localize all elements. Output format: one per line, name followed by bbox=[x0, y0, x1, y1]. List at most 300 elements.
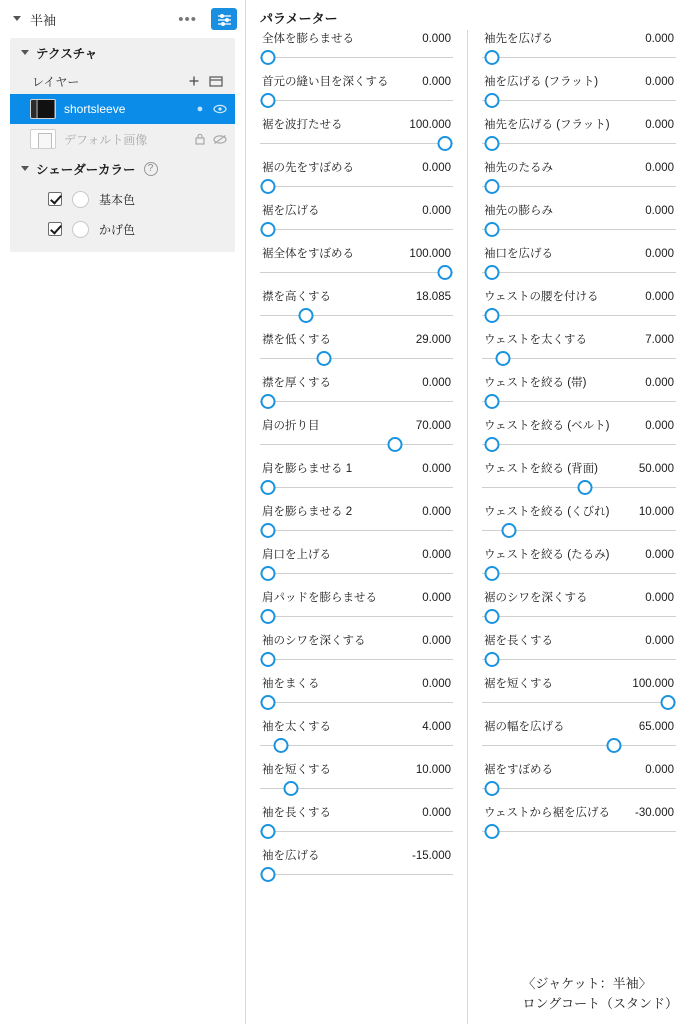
slider-track[interactable] bbox=[482, 177, 676, 195]
slider-track[interactable] bbox=[482, 349, 676, 367]
sliders-icon[interactable] bbox=[211, 8, 237, 30]
parameter-value[interactable]: 0.000 bbox=[422, 506, 451, 518]
parameter-slider[interactable] bbox=[482, 503, 676, 539]
slider-line bbox=[260, 358, 453, 359]
parameter-value[interactable]: 0.000 bbox=[422, 463, 451, 475]
slider-knob[interactable] bbox=[484, 437, 499, 452]
parameters-panel bbox=[246, 0, 690, 1024]
slider-knob[interactable] bbox=[260, 824, 275, 839]
slider-knob[interactable] bbox=[661, 695, 676, 710]
slider-knob[interactable] bbox=[260, 652, 275, 667]
slider-track[interactable] bbox=[260, 736, 453, 754]
slider-knob[interactable] bbox=[502, 523, 517, 538]
parameter-slider[interactable] bbox=[260, 804, 453, 840]
slider-knob[interactable] bbox=[484, 609, 499, 624]
slider-line bbox=[260, 186, 453, 187]
parameter-label: 裾をすぼめる bbox=[484, 764, 553, 776]
slider-knob[interactable] bbox=[484, 93, 499, 108]
parameter-slider[interactable] bbox=[260, 675, 453, 711]
parameter-label: ウェストを絞る (ベルト) bbox=[484, 420, 610, 432]
parameter-label: ウェストを太くする bbox=[484, 334, 588, 346]
slider-line bbox=[482, 788, 676, 789]
parameter-label: 裾のシワを深くする bbox=[484, 592, 588, 604]
color-swatch-shadow[interactable] bbox=[72, 221, 89, 238]
slider-line bbox=[482, 745, 676, 746]
parameter-row bbox=[482, 116, 676, 134]
parameter-row bbox=[482, 761, 676, 779]
parameter-value[interactable]: 0.000 bbox=[645, 119, 674, 131]
slider-knob[interactable] bbox=[496, 351, 511, 366]
slider-track[interactable] bbox=[260, 822, 453, 840]
parameter-label: 袖を長くする bbox=[262, 807, 331, 819]
slider-knob[interactable] bbox=[484, 265, 499, 280]
parameter-row bbox=[260, 245, 453, 263]
parameter-slider[interactable] bbox=[482, 73, 676, 109]
parameter-label: 全体を膨らませる bbox=[262, 33, 354, 45]
slider-track[interactable] bbox=[260, 263, 453, 281]
parameter-slider[interactable] bbox=[260, 761, 453, 797]
parameter-label: 裾を波打たせる bbox=[262, 119, 343, 131]
parameter-value[interactable]: 0.000 bbox=[645, 33, 674, 45]
parameter-slider[interactable] bbox=[482, 417, 676, 453]
parameter-row bbox=[482, 632, 676, 650]
parameter-value[interactable]: 100.000 bbox=[632, 678, 674, 690]
parameter-slider[interactable] bbox=[260, 159, 453, 195]
shader-color-item-shadow[interactable] bbox=[10, 214, 235, 244]
parameter-row bbox=[482, 804, 676, 822]
parameter-value[interactable]: 0.000 bbox=[422, 205, 451, 217]
parameter-slider[interactable] bbox=[482, 718, 676, 754]
slider-knob[interactable] bbox=[260, 566, 275, 581]
slider-knob[interactable] bbox=[260, 50, 275, 65]
parameter-slider[interactable] bbox=[482, 632, 676, 668]
list-item[interactable] bbox=[10, 94, 235, 124]
parameter-value[interactable]: 70.000 bbox=[415, 420, 451, 432]
slider-knob[interactable] bbox=[260, 93, 275, 108]
slider-track[interactable] bbox=[482, 91, 676, 109]
slider-knob[interactable] bbox=[484, 308, 499, 323]
slider-track[interactable] bbox=[482, 521, 676, 539]
slider-knob[interactable] bbox=[484, 652, 499, 667]
left-panel-title: 半袖 bbox=[30, 12, 57, 28]
slider-track[interactable] bbox=[482, 220, 676, 238]
slider-track[interactable] bbox=[260, 134, 453, 152]
parameter-slider[interactable] bbox=[482, 159, 676, 195]
parameter-label: 袖口を広げる bbox=[484, 248, 553, 260]
slider-line bbox=[482, 358, 676, 359]
parameter-value[interactable]: 0.000 bbox=[422, 635, 451, 647]
slider-track[interactable] bbox=[482, 607, 676, 625]
parameter-value[interactable]: 0.000 bbox=[645, 377, 674, 389]
slider-knob[interactable] bbox=[260, 394, 275, 409]
footnote-line-2: ロングコート（スタンド） bbox=[522, 995, 678, 1011]
slider-track[interactable] bbox=[482, 478, 676, 496]
parameter-slider[interactable] bbox=[482, 804, 676, 840]
ellipsis-icon[interactable]: ••• bbox=[178, 10, 197, 28]
slider-knob[interactable] bbox=[388, 437, 403, 452]
parameter-slider[interactable] bbox=[260, 632, 453, 668]
parameter-label: 肩口を上げる bbox=[262, 549, 331, 561]
parameter-slider[interactable] bbox=[482, 245, 676, 281]
parameter-value[interactable]: 50.000 bbox=[638, 463, 674, 475]
parameter-label: 袖を短くする bbox=[262, 764, 331, 776]
slider-track[interactable] bbox=[260, 349, 453, 367]
slider-line bbox=[482, 143, 676, 144]
layer-icons bbox=[193, 102, 229, 116]
parameter-value[interactable]: 100.000 bbox=[409, 248, 451, 260]
slider-knob[interactable] bbox=[260, 695, 275, 710]
parameter-row bbox=[482, 503, 676, 521]
parameter-row bbox=[482, 374, 676, 392]
parameter-value[interactable]: 0.000 bbox=[422, 592, 451, 604]
slider-line bbox=[482, 831, 676, 832]
slider-track[interactable] bbox=[482, 564, 676, 582]
slider-line bbox=[260, 57, 453, 58]
slider-line bbox=[482, 444, 676, 445]
chevron-down-icon[interactable] bbox=[18, 46, 32, 60]
parameter-label: 肩を膨らませる 1 bbox=[262, 463, 353, 475]
slider-knob[interactable] bbox=[484, 566, 499, 581]
parameter-label: ウェストを絞る (くびれ) bbox=[484, 506, 610, 518]
parameter-row bbox=[260, 761, 453, 779]
slider-track[interactable] bbox=[482, 693, 676, 711]
parameter-value[interactable]: 0.000 bbox=[645, 764, 674, 776]
parameter-row bbox=[260, 675, 453, 693]
slider-knob[interactable] bbox=[260, 222, 275, 237]
parameter-slider[interactable] bbox=[482, 30, 676, 66]
layers-label: レイヤー bbox=[32, 74, 80, 89]
layer-name: デフォルト画像 bbox=[64, 132, 148, 147]
slider-track[interactable] bbox=[260, 392, 453, 410]
parameter-row bbox=[482, 546, 676, 564]
slider-line bbox=[260, 444, 453, 445]
parameters-title: パラメーター bbox=[260, 11, 338, 26]
eye-icon[interactable] bbox=[213, 102, 227, 116]
parameter-value[interactable]: 0.000 bbox=[645, 162, 674, 174]
parameter-row bbox=[482, 718, 676, 736]
parameter-value[interactable]: 0.000 bbox=[422, 76, 451, 88]
slider-track[interactable] bbox=[260, 177, 453, 195]
shader-color-label: かげ色 bbox=[99, 222, 136, 237]
slider-track[interactable] bbox=[260, 91, 453, 109]
parameter-label: ウェストを絞る (たるみ) bbox=[484, 549, 610, 561]
slider-knob[interactable] bbox=[260, 867, 275, 882]
parameter-row bbox=[482, 331, 676, 349]
slider-knob[interactable] bbox=[260, 523, 275, 538]
slider-track[interactable] bbox=[482, 48, 676, 66]
slider-knob[interactable] bbox=[484, 222, 499, 237]
parameter-row bbox=[482, 288, 676, 306]
parameter-row bbox=[260, 73, 453, 91]
parameter-value[interactable]: 0.000 bbox=[422, 549, 451, 561]
parameter-slider[interactable] bbox=[260, 245, 453, 281]
slider-knob[interactable] bbox=[283, 781, 298, 796]
parameter-row bbox=[482, 159, 676, 177]
slider-knob[interactable] bbox=[316, 351, 331, 366]
slider-track[interactable] bbox=[260, 521, 453, 539]
parameter-slider[interactable] bbox=[482, 331, 676, 367]
slider-track[interactable] bbox=[482, 263, 676, 281]
slider-knob[interactable] bbox=[484, 136, 499, 151]
slider-line bbox=[260, 616, 453, 617]
slider-track[interactable] bbox=[260, 693, 453, 711]
parameter-slider[interactable] bbox=[482, 288, 676, 324]
parameter-label: 袖先を広げる bbox=[484, 33, 553, 45]
parameter-row bbox=[482, 460, 676, 478]
parameter-slider[interactable] bbox=[482, 546, 676, 582]
parameter-slider[interactable] bbox=[260, 503, 453, 539]
parameter-row bbox=[260, 202, 453, 220]
slider-track[interactable] bbox=[260, 865, 453, 883]
slider-line bbox=[482, 57, 676, 58]
parameter-label: 襟を低くする bbox=[262, 334, 331, 346]
parameter-slider[interactable] bbox=[260, 374, 453, 410]
slider-knob[interactable] bbox=[299, 308, 314, 323]
parameter-label: 袖を太くする bbox=[262, 721, 331, 733]
parameter-label: 袖のシワを深くする bbox=[262, 635, 366, 647]
parameter-slider[interactable] bbox=[260, 202, 453, 238]
parameter-row bbox=[260, 718, 453, 736]
slider-track[interactable] bbox=[482, 435, 676, 453]
checkbox-base-color[interactable] bbox=[48, 192, 62, 206]
parameter-row bbox=[482, 73, 676, 91]
slider-track[interactable] bbox=[482, 392, 676, 410]
parameter-slider[interactable] bbox=[482, 761, 676, 797]
parameter-value[interactable]: 0.000 bbox=[645, 76, 674, 88]
parameter-row bbox=[260, 503, 453, 521]
parameter-label: 裾を広げる bbox=[262, 205, 320, 217]
slider-line bbox=[260, 530, 453, 531]
parameter-label: 首元の縫い目を深くする bbox=[262, 76, 389, 88]
parameter-value[interactable]: 0.000 bbox=[645, 592, 674, 604]
parameter-label: 裾の先をすぼめる bbox=[262, 162, 354, 174]
parameter-slider[interactable] bbox=[482, 116, 676, 152]
slider-track[interactable] bbox=[482, 650, 676, 668]
parameter-value[interactable]: 0.000 bbox=[645, 549, 674, 561]
slider-track[interactable] bbox=[482, 736, 676, 754]
parameter-value[interactable]: 0.000 bbox=[645, 635, 674, 647]
parameter-row bbox=[260, 546, 453, 564]
chevron-down-icon[interactable] bbox=[18, 162, 32, 176]
parameter-label: 袖先の膨らみ bbox=[484, 205, 553, 217]
parameter-label: 襟を厚くする bbox=[262, 377, 331, 389]
parameter-slider[interactable] bbox=[482, 589, 676, 625]
slider-line bbox=[482, 315, 676, 316]
parameter-value[interactable]: -15.000 bbox=[411, 850, 451, 862]
new-layer-icon[interactable] bbox=[207, 72, 225, 90]
parameter-value[interactable]: -30.000 bbox=[634, 807, 674, 819]
slider-knob[interactable] bbox=[484, 824, 499, 839]
section-shader-color-label: シェーダーカラー bbox=[36, 163, 136, 177]
slider-track[interactable] bbox=[260, 306, 453, 324]
slider-line bbox=[260, 573, 453, 574]
parameter-value[interactable]: 10.000 bbox=[638, 506, 674, 518]
parameter-row bbox=[260, 804, 453, 822]
parameter-slider[interactable] bbox=[260, 116, 453, 152]
checkbox-shadow-color[interactable] bbox=[48, 222, 62, 236]
slider-track[interactable] bbox=[260, 779, 453, 797]
parameter-row bbox=[482, 675, 676, 693]
slider-line bbox=[260, 659, 453, 660]
slider-line bbox=[260, 702, 453, 703]
parameter-slider[interactable] bbox=[260, 847, 453, 883]
slider-line bbox=[482, 702, 676, 703]
parameter-label: ウェストを絞る (背面) bbox=[484, 463, 598, 475]
parameter-value[interactable]: 0.000 bbox=[645, 248, 674, 260]
parameter-value[interactable]: 7.000 bbox=[645, 334, 674, 346]
slider-knob[interactable] bbox=[606, 738, 621, 753]
slider-track[interactable] bbox=[482, 134, 676, 152]
slider-line bbox=[482, 186, 676, 187]
parameter-label: 裾全体をすぼめる bbox=[262, 248, 354, 260]
parameter-slider[interactable] bbox=[260, 718, 453, 754]
parameter-slider[interactable] bbox=[260, 288, 453, 324]
parameter-row bbox=[260, 460, 453, 478]
slider-line bbox=[260, 315, 453, 316]
slider-knob[interactable] bbox=[438, 265, 453, 280]
parameter-value[interactable]: 0.000 bbox=[422, 807, 451, 819]
parameter-row bbox=[482, 202, 676, 220]
parameter-value[interactable]: 0.000 bbox=[422, 678, 451, 690]
layer-name: shortsleeve bbox=[64, 102, 126, 116]
parameter-slider[interactable] bbox=[482, 374, 676, 410]
slider-knob[interactable] bbox=[484, 394, 499, 409]
parameter-row bbox=[482, 589, 676, 607]
parameter-value[interactable]: 100.000 bbox=[409, 119, 451, 131]
layer-icons bbox=[193, 132, 229, 146]
footnote bbox=[523, 974, 678, 1014]
parameter-label: 襟を高くする bbox=[262, 291, 331, 303]
parameter-label: 裾を長くする bbox=[484, 635, 553, 647]
slider-knob[interactable] bbox=[484, 179, 499, 194]
slider-line bbox=[482, 272, 676, 273]
slider-knob[interactable] bbox=[260, 609, 275, 624]
slider-line bbox=[482, 229, 676, 230]
slider-knob[interactable] bbox=[260, 179, 275, 194]
slider-track[interactable] bbox=[260, 48, 453, 66]
chevron-down-icon[interactable] bbox=[10, 12, 24, 26]
parameter-row bbox=[260, 847, 453, 865]
parameter-row bbox=[482, 30, 676, 48]
dot-icon[interactable]: ● bbox=[196, 103, 204, 115]
parameter-label: ウェストから裾を広げる bbox=[484, 807, 611, 819]
parameter-label: 袖を広げる (フラット) bbox=[484, 76, 599, 88]
slider-track[interactable] bbox=[482, 779, 676, 797]
parameter-slider[interactable] bbox=[482, 460, 676, 496]
parameter-slider[interactable] bbox=[260, 546, 453, 582]
parameter-row bbox=[260, 116, 453, 134]
slider-line bbox=[260, 143, 453, 144]
slider-track[interactable] bbox=[260, 564, 453, 582]
slider-knob[interactable] bbox=[484, 50, 499, 65]
parameter-slider[interactable] bbox=[260, 589, 453, 625]
parameter-row bbox=[260, 288, 453, 306]
shader-color-item-base[interactable] bbox=[10, 184, 235, 214]
parameter-slider[interactable] bbox=[260, 460, 453, 496]
parameter-row bbox=[260, 331, 453, 349]
slider-line bbox=[260, 401, 453, 402]
parameter-value[interactable]: 65.000 bbox=[638, 721, 674, 733]
parameters-column-right bbox=[468, 30, 690, 1024]
layers-header bbox=[10, 68, 235, 94]
slider-line bbox=[482, 616, 676, 617]
eye-off-icon[interactable] bbox=[213, 132, 227, 146]
parameter-row bbox=[260, 374, 453, 392]
slider-track[interactable] bbox=[482, 306, 676, 324]
slider-line bbox=[260, 874, 453, 875]
slider-line bbox=[482, 659, 676, 660]
slider-line bbox=[482, 573, 676, 574]
parameter-value[interactable]: 0.000 bbox=[645, 420, 674, 432]
parameter-slider[interactable] bbox=[260, 417, 453, 453]
slider-line bbox=[260, 272, 453, 273]
slider-line bbox=[260, 229, 453, 230]
parameter-slider[interactable] bbox=[260, 30, 453, 66]
section-texture[interactable] bbox=[10, 38, 235, 68]
list-item[interactable] bbox=[10, 124, 235, 154]
shader-color-label: 基本色 bbox=[99, 192, 136, 207]
slider-line bbox=[260, 745, 453, 746]
parameter-slider[interactable] bbox=[260, 331, 453, 367]
parameter-label: 裾を短くする bbox=[484, 678, 553, 690]
slider-track[interactable] bbox=[260, 435, 453, 453]
slider-knob[interactable] bbox=[260, 480, 275, 495]
parameter-row bbox=[260, 589, 453, 607]
parameter-slider[interactable] bbox=[482, 202, 676, 238]
slider-knob[interactable] bbox=[274, 738, 289, 753]
parameter-value[interactable]: 0.000 bbox=[645, 205, 674, 217]
parameters-column-left bbox=[246, 30, 468, 1024]
layer-thumbnail-icon bbox=[30, 99, 56, 119]
slider-track[interactable] bbox=[260, 220, 453, 238]
parameter-value[interactable]: 18.085 bbox=[415, 291, 451, 303]
slider-knob[interactable] bbox=[438, 136, 453, 151]
slider-track[interactable] bbox=[260, 650, 453, 668]
help-icon[interactable]: ? bbox=[144, 162, 158, 176]
parameter-label: 袖先を広げる (フラット) bbox=[484, 119, 610, 131]
parameter-label: 肩を膨らませる 2 bbox=[262, 506, 353, 518]
parameter-value[interactable]: 10.000 bbox=[415, 764, 451, 776]
parameter-slider[interactable] bbox=[482, 675, 676, 711]
parameter-row bbox=[260, 632, 453, 650]
parameter-row bbox=[260, 159, 453, 177]
color-swatch-base[interactable] bbox=[72, 191, 89, 208]
section-shader-color[interactable] bbox=[10, 154, 235, 184]
slider-track[interactable] bbox=[482, 822, 676, 840]
parameter-value[interactable]: 4.000 bbox=[422, 721, 451, 733]
slider-knob[interactable] bbox=[484, 781, 499, 796]
parameter-value[interactable]: 0.000 bbox=[422, 33, 451, 45]
slider-track[interactable] bbox=[260, 607, 453, 625]
parameter-value[interactable]: 0.000 bbox=[422, 162, 451, 174]
lock-icon[interactable] bbox=[193, 132, 207, 146]
slider-track[interactable] bbox=[260, 478, 453, 496]
parameter-value[interactable]: 0.000 bbox=[422, 377, 451, 389]
footnote-line-1: 〈ジャケット：半袖〉 bbox=[522, 975, 652, 991]
layer-thumbnail-icon bbox=[30, 129, 56, 149]
parameter-row bbox=[482, 245, 676, 263]
parameter-value[interactable]: 29.000 bbox=[415, 334, 451, 346]
parameter-row bbox=[260, 30, 453, 48]
plus-icon[interactable] bbox=[185, 72, 203, 90]
slider-knob[interactable] bbox=[577, 480, 592, 495]
left-panel bbox=[0, 0, 246, 1024]
slider-line bbox=[260, 831, 453, 832]
parameter-value[interactable]: 0.000 bbox=[645, 291, 674, 303]
parameter-slider[interactable] bbox=[260, 73, 453, 109]
left-panel-header bbox=[0, 0, 245, 38]
parameters-columns bbox=[246, 30, 690, 1024]
